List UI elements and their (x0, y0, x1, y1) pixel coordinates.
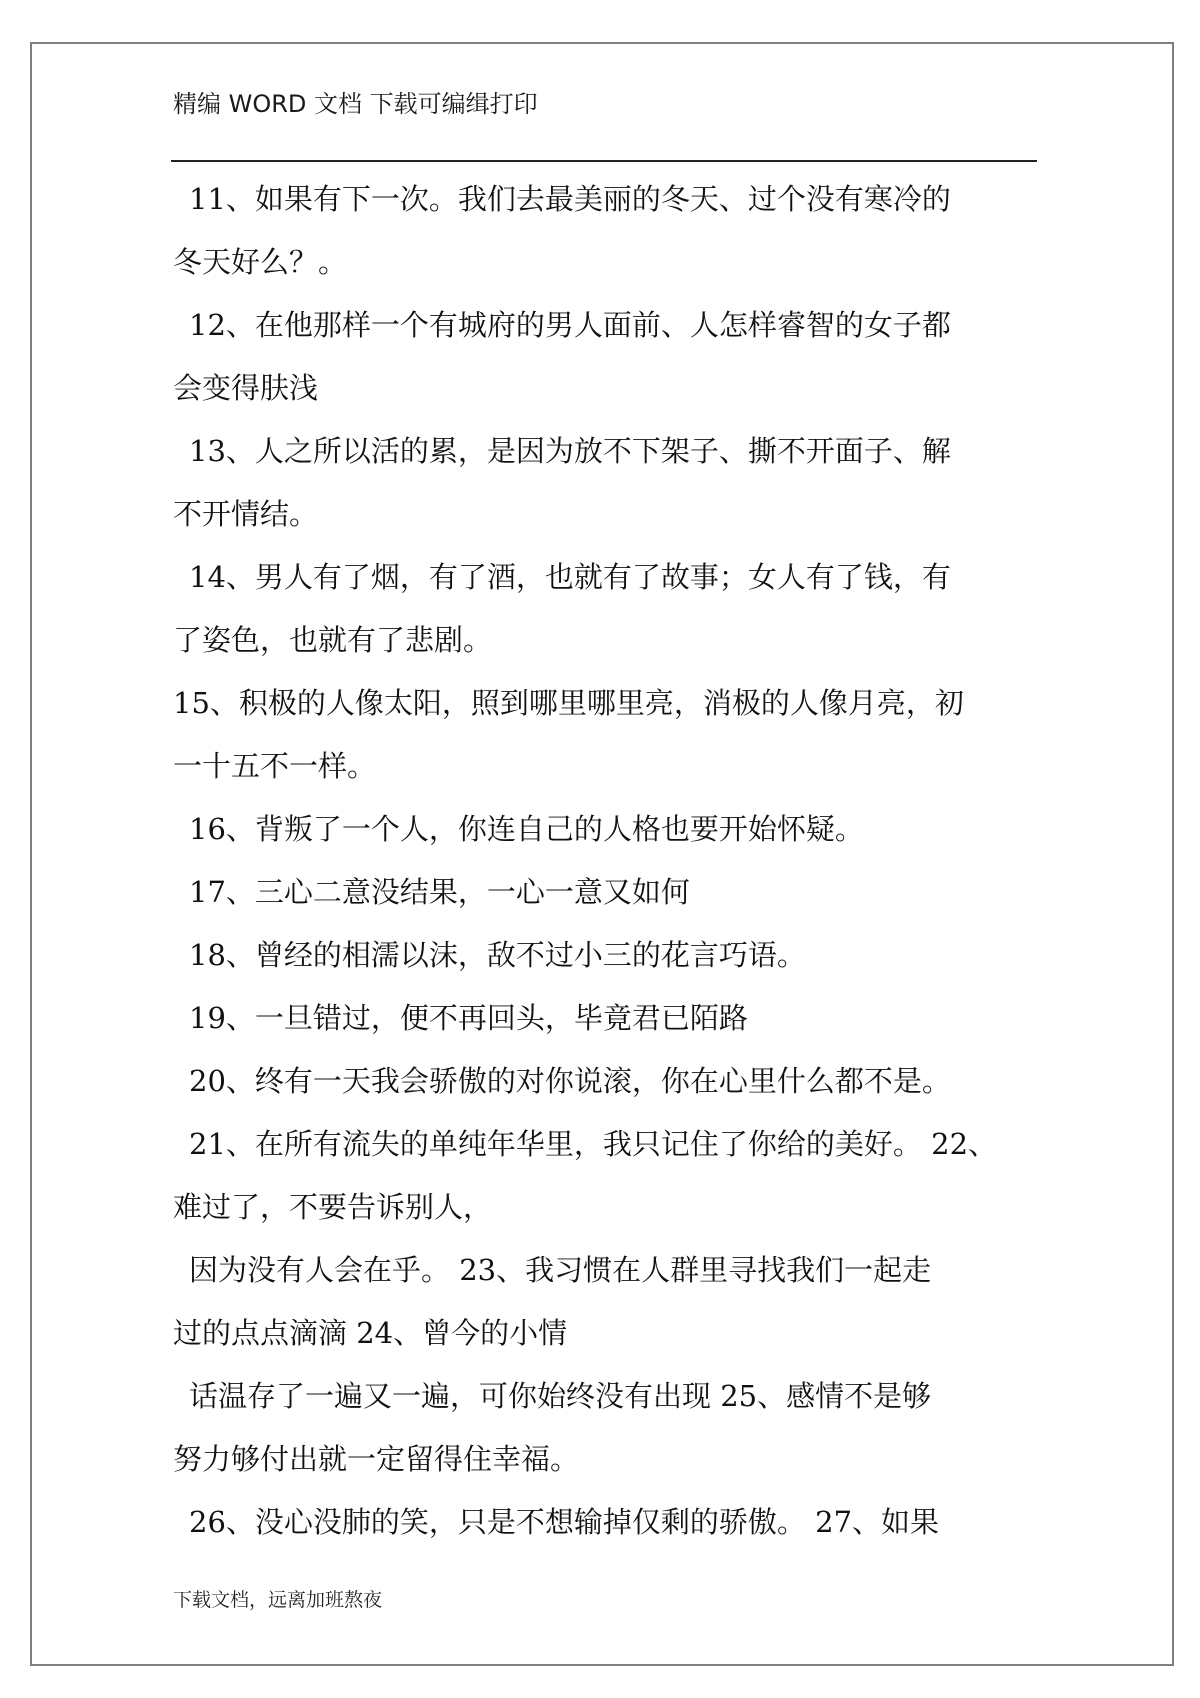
text-line: 12、在他那样一个有城府的男人面前、人怎样睿智的女子都 (189, 308, 951, 342)
text-line: 过的点点滴滴 24、曾今的小情 (173, 1316, 568, 1350)
text-line: 因为没有人会在乎。 23、我习惯在人群里寻找我们一起走 (189, 1253, 932, 1287)
text-line: 20、终有一天我会骄傲的对你说滚，你在心里什么都不是。 (189, 1064, 951, 1098)
page-header: 精编 WORD 文档 下载可编缉打印 (173, 90, 538, 118)
text-line: 会变得肤浅 (173, 371, 319, 405)
text-line: 了姿色，也就有了悲剧。 (173, 623, 493, 657)
text-line: 17、三心二意没结果，一心一意又如何 (189, 875, 690, 909)
text-line: 26、没心没肺的笑，只是不想输掉仅剩的骄傲。 27、如果 (189, 1505, 940, 1539)
text-line: 冬天好么？。 (173, 245, 348, 279)
text-line: 21、在所有流失的单纯年华里，我只记住了你给的美好。 22、 (189, 1127, 998, 1161)
document-body (173, 168, 1053, 1554)
text-line: 努力够付出就一定留得住幸福。 (173, 1442, 580, 1476)
text-line: 13、人之所以活的累，是因为放不下架子、撕不开面子、解 (189, 434, 951, 468)
text-line: 16、背叛了一个人，你连自己的人格也要开始怀疑。 (189, 812, 864, 846)
text-line: 15、积极的人像太阳，照到哪里哪里亮，消极的人像月亮，初 (173, 686, 964, 720)
text-line: 难过了，不要告诉别人， (173, 1190, 493, 1224)
text-line: 19、一旦错过，便不再回头，毕竟君已陌路 (189, 1001, 748, 1035)
text-line: 14、男人有了烟，有了酒，也就有了故事；女人有了钱，有 (189, 560, 951, 594)
page-footer: 下载文档，远离加班熬夜 (173, 1589, 383, 1611)
text-line: 不开情结。 (173, 497, 319, 531)
text-line: 18、曾经的相濡以沫，敌不过小三的花言巧语。 (189, 938, 806, 972)
text-line: 话温存了一遍又一遍，可你始终没有出现 25、感情不是够 (189, 1379, 932, 1413)
text-line: 一十五不一样。 (173, 749, 377, 783)
text-line: 11、如果有下一次。我们去最美丽的冬天、过个没有寒冷的 (189, 182, 951, 216)
header-divider (171, 160, 1037, 162)
